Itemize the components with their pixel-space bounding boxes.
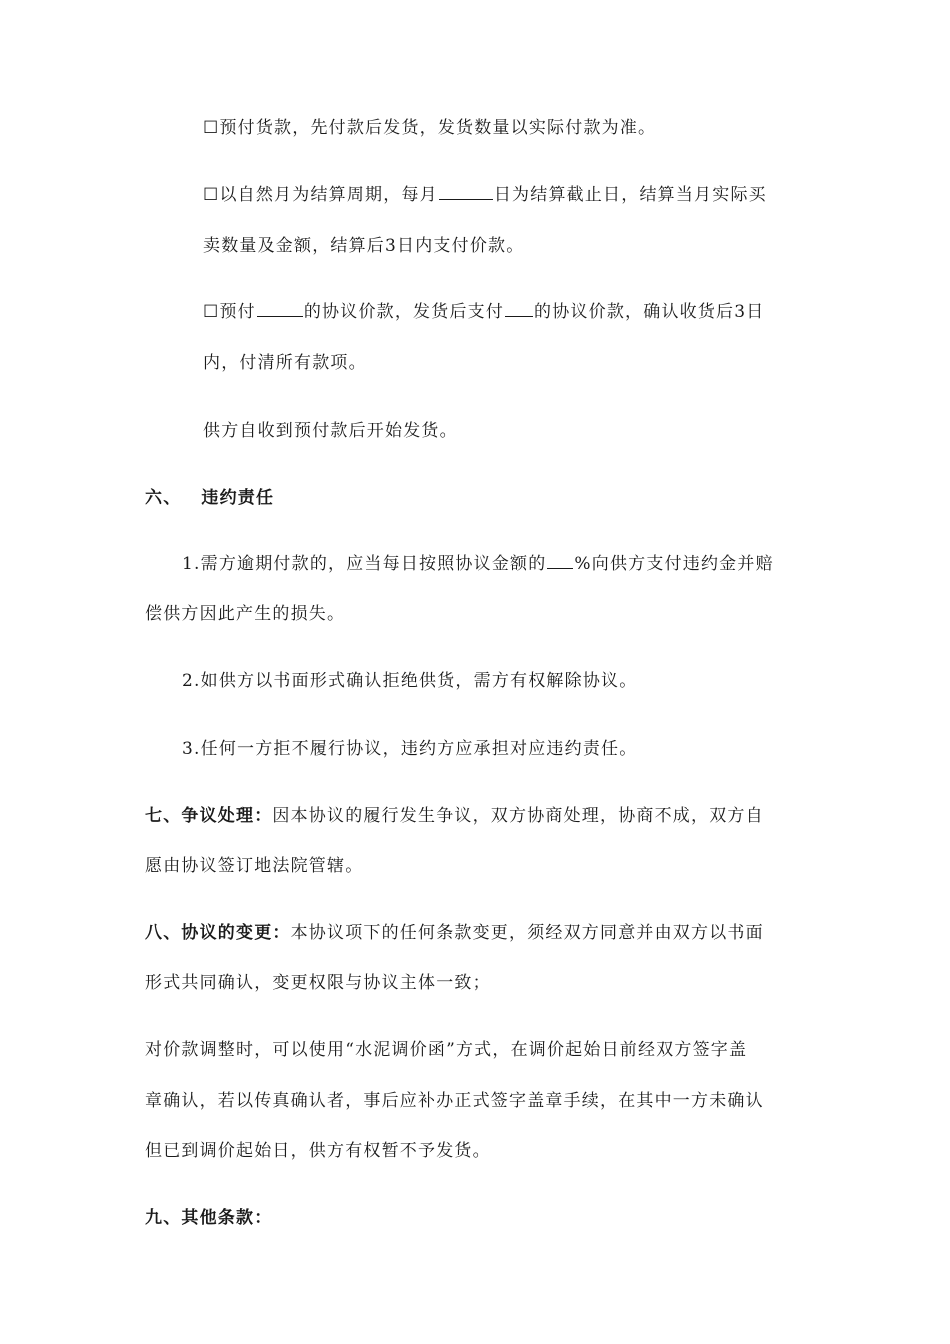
shipping-note-text: 供方自收到预付款后开始发货。: [203, 421, 458, 441]
payment-option-prepay-text: ☐预付货款，先付款后发货，发货数量以实际付款为准。: [203, 118, 657, 138]
section8-text-a: 本协议项下的任何条款变更，须经双方同意并由双方以书面: [290, 923, 764, 943]
payment-option-monthly-text-c: 卖数量及金额，结算后3日内支付价款。: [203, 236, 525, 256]
section6-number: 六、: [145, 488, 182, 508]
payment-option-monthly-continued: [203, 234, 524, 258]
section9-heading: [145, 1206, 272, 1230]
section6-item1-text-a: 1.需方逾期付款的，应当每日按照协议金额的: [182, 554, 547, 574]
payment-option-partial: [203, 300, 764, 324]
section8-paragraph-continued: [145, 971, 491, 995]
payment-option-partial-continued: [203, 351, 367, 375]
price-adjustment-text-b: 章确认，若以传真确认者，事后应补办正式签字盖章手续，在其中一方未确认: [145, 1091, 764, 1111]
prepay-ratio-blank: [257, 300, 303, 317]
section7-heading: 七、争议处理：: [145, 806, 273, 826]
payment-option-partial-text-b: 的协议价款，发货后支付: [303, 302, 505, 322]
payment-option-monthly-text-b: 日为结算截止日，结算当月实际买: [493, 185, 767, 205]
section7-paragraph: [145, 804, 764, 828]
payment-option-prepay: [203, 116, 656, 140]
section7-text-a: 因本协议的履行发生争议，双方协商处理，协商不成，双方自: [272, 806, 764, 826]
section7-paragraph-continued: [145, 854, 363, 878]
price-adjustment-text-a: 对价款调整时，可以使用“水泥调价函”方式，在调价起始日前经双方签字盖: [145, 1040, 748, 1060]
price-adjustment-text-c: 但已到调价起始日，供方有权暂不予发货。: [145, 1141, 491, 1161]
shipping-note: [203, 419, 458, 443]
payment-option-monthly: [203, 183, 767, 207]
payment-option-partial-text-c: 的协议价款，确认收货后3日: [534, 302, 765, 322]
section6-item2: [182, 669, 637, 693]
payment-option-partial-text-a: ☐预付: [203, 302, 256, 322]
section8-text-b: 形式共同确认，变更权限与协议主体一致；: [145, 973, 491, 993]
price-adjustment-line1: [145, 1038, 747, 1062]
post-ship-ratio-blank: [505, 300, 533, 317]
section8-heading: 八、协议的变更：: [145, 923, 291, 943]
payment-option-monthly-text-a: ☐以自然月为结算周期，每月: [203, 185, 438, 205]
section6-item2-text: 2.如供方以书面形式确认拒绝供货，需方有权解除协议。: [182, 671, 638, 691]
section7-text-b: 愿由协议签订地法院管辖。: [145, 856, 364, 876]
payment-option-partial-text-d: 内，付清所有款项。: [203, 353, 367, 373]
section8-paragraph: [145, 921, 764, 945]
section9-heading-text: 九、其他条款：: [145, 1208, 273, 1228]
section6-item1-continued: [145, 602, 345, 626]
section6-item1: [182, 552, 774, 576]
penalty-rate-blank: [547, 552, 573, 569]
section6-item3-text: 3.任何一方拒不履行协议，违约方应承担对应违约责任。: [182, 739, 638, 759]
section6-item1-text-b: %向供方支付违约金并赔: [574, 554, 774, 574]
price-adjustment-line2: [145, 1089, 764, 1113]
section6-item3: [182, 737, 637, 761]
section6-title: 违约责任: [201, 488, 275, 508]
section6-item1-text-c: 偿供方因此产生的损失。: [145, 604, 346, 624]
section6-heading: [145, 486, 274, 510]
price-adjustment-line3: [145, 1139, 491, 1163]
settlement-day-blank: [439, 183, 493, 200]
